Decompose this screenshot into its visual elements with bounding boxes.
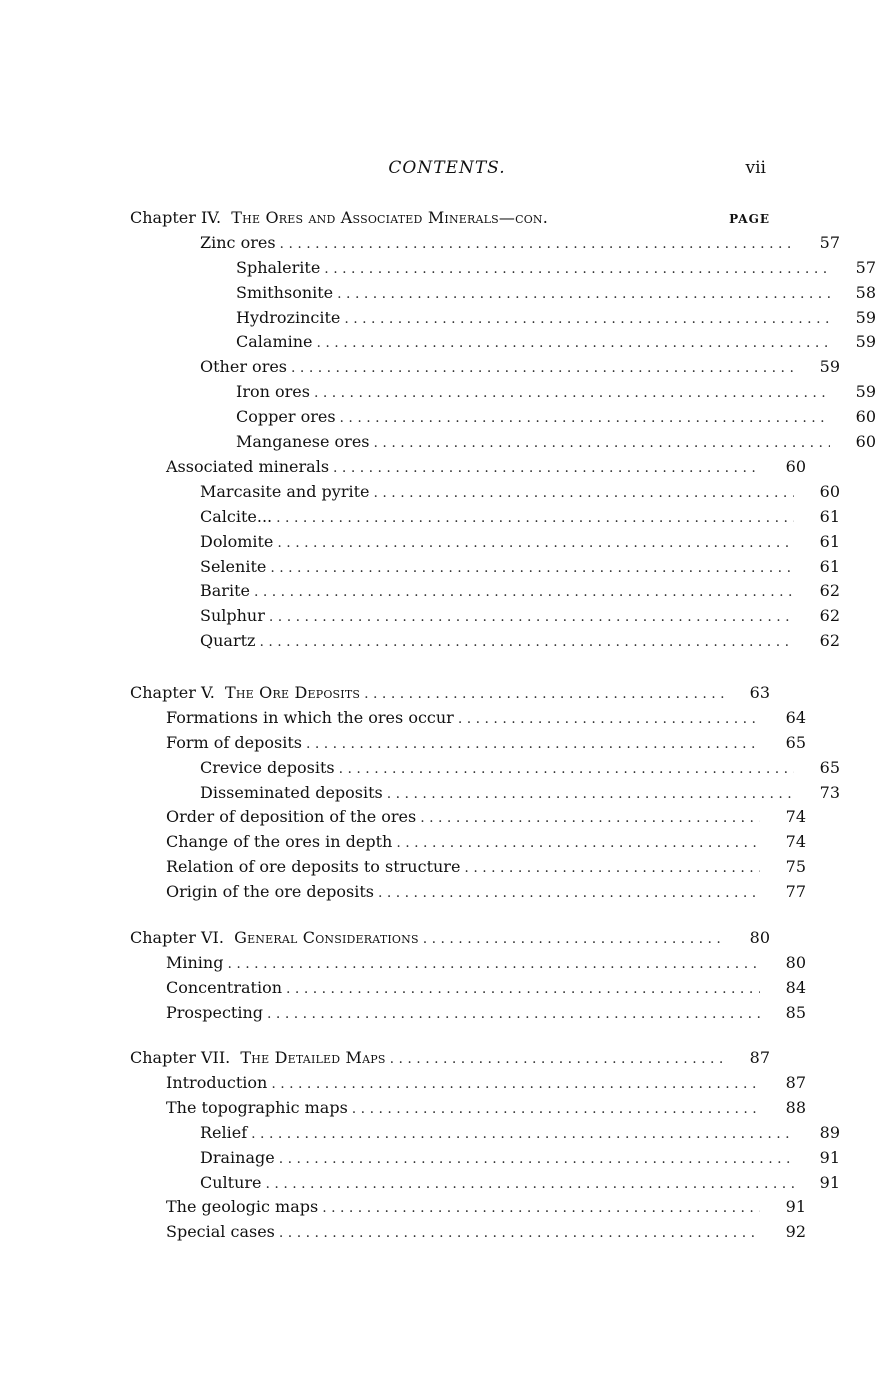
page-number: 80	[749, 928, 770, 947]
toc-entry-label: Selenite	[200, 557, 267, 576]
toc-entry-label: Formations in which the ores occur	[166, 708, 454, 727]
chapter-number: Chapter V.	[130, 683, 215, 702]
page-number: 63	[749, 683, 770, 702]
toc-entry-label: Zinc ores	[200, 233, 276, 252]
page-number: 62	[819, 606, 840, 625]
page-number: 80	[785, 953, 806, 972]
toc-entry	[130, 631, 840, 655]
dot-leader	[306, 736, 760, 752]
toc-entry	[130, 432, 876, 456]
toc-entry-label: Sphalerite	[236, 258, 321, 277]
toc-entry-label: Order of deposition of the ores	[166, 807, 417, 826]
dot-leader	[259, 634, 794, 650]
page-number: 61	[819, 557, 840, 576]
toc-entry	[130, 482, 840, 506]
toc-entry	[130, 857, 806, 881]
toc-entry	[130, 1197, 806, 1221]
toc-entry	[130, 1098, 806, 1122]
toc-entry-label: Drainage	[200, 1148, 275, 1167]
dot-leader	[420, 810, 760, 826]
toc-entry-label: Dolomite	[200, 532, 274, 551]
page-number: 92	[785, 1222, 806, 1241]
toc-entry	[130, 308, 876, 332]
toc-entry-label: Relation of ore deposits to structure	[166, 857, 461, 876]
page-number: 65	[819, 758, 840, 777]
toc-entry	[130, 1222, 806, 1246]
chapter-heading-text	[130, 683, 360, 702]
toc-entry	[130, 581, 840, 605]
toc-entry	[130, 978, 806, 1002]
toc-entry-label: Disseminated deposits	[200, 783, 383, 802]
toc-entry	[130, 832, 806, 856]
toc-entry	[130, 1173, 840, 1197]
toc-entry-label: Hydrozincite	[236, 308, 341, 327]
toc-entry-label: Culture	[200, 1173, 262, 1192]
toc-entry	[130, 507, 840, 531]
dot-leader	[378, 885, 760, 901]
page-number: 73	[819, 783, 840, 802]
page-number: 61	[819, 507, 840, 526]
toc-entry	[130, 382, 876, 406]
toc-entry-label: Relief	[200, 1123, 248, 1142]
dot-leader	[270, 560, 794, 576]
page-number: 58	[855, 283, 876, 302]
dot-leader	[324, 261, 830, 277]
toc-entry-label: Concentration	[166, 978, 283, 997]
page-folio: vii	[745, 158, 766, 178]
chapter-heading	[130, 928, 770, 952]
page-number: 84	[785, 978, 806, 997]
dot-leader	[352, 1101, 760, 1117]
page-number: 59	[819, 357, 840, 376]
page-column-label: PAGE	[729, 212, 770, 226]
toc-entry	[130, 953, 806, 977]
dot-leader	[374, 485, 795, 501]
toc-entry-label: Marcasite and pyrite	[200, 482, 370, 501]
page-number: 61	[819, 532, 840, 551]
chapter-title: The Ores and Associated Minerals—con.	[231, 208, 549, 227]
page-number: 60	[855, 432, 876, 451]
dot-leader	[364, 686, 724, 702]
toc-entry-label: Calamine	[236, 332, 313, 351]
dot-leader	[340, 410, 830, 426]
dot-leader	[396, 835, 760, 851]
toc-entry-label: Sulphur	[200, 606, 265, 625]
toc-entry	[130, 283, 876, 307]
toc-entry-label: Iron ores	[236, 382, 310, 401]
chapter-heading-text	[130, 1048, 386, 1067]
toc-entry	[130, 606, 840, 630]
toc-entry	[130, 783, 840, 807]
page-number: 60	[819, 482, 840, 501]
dot-leader	[251, 1126, 794, 1142]
toc-entry-label: Origin of the ore deposits	[166, 882, 374, 901]
dot-leader	[333, 460, 760, 476]
toc-entry-label: The topographic maps	[166, 1098, 348, 1117]
page-number: 57	[819, 233, 840, 252]
chapter-title: The Detailed Maps	[240, 1048, 386, 1067]
page-title: CONTENTS.	[388, 158, 506, 178]
toc-entry-label: Change of the ores in depth	[166, 832, 393, 851]
dot-leader	[280, 236, 794, 252]
chapter-number: Chapter VI.	[130, 928, 224, 947]
toc-entry-label: Introduction	[166, 1073, 268, 1092]
toc-entry	[130, 407, 876, 431]
page-number: 57	[855, 258, 876, 277]
page-number: 74	[785, 807, 806, 826]
toc-entry	[130, 758, 840, 782]
toc-entry-label: Associated minerals	[166, 457, 330, 476]
dot-leader	[277, 535, 794, 551]
dot-leader	[254, 584, 794, 600]
dot-leader	[269, 609, 794, 625]
toc-entry	[130, 807, 806, 831]
toc-entry-label: Copper ores	[236, 407, 336, 426]
dot-leader	[266, 1176, 794, 1192]
toc-entry-label: Smithsonite	[236, 283, 334, 302]
page-number: 65	[785, 733, 806, 752]
toc-entry	[130, 1148, 840, 1172]
toc-entry-label: Form of deposits	[166, 733, 302, 752]
page-number: 64	[785, 708, 806, 727]
toc-entry	[130, 557, 840, 581]
dot-leader	[464, 860, 760, 876]
dot-leader	[322, 1200, 760, 1216]
toc-entry	[130, 532, 840, 556]
toc-entry	[130, 332, 876, 356]
chapter-title: The Ore Deposits	[224, 683, 361, 702]
dot-leader	[276, 510, 794, 526]
toc-entry-label: Mining	[166, 953, 224, 972]
dot-leader	[317, 335, 831, 351]
chapter-heading	[130, 683, 770, 707]
toc-entry-label: Quartz	[200, 631, 256, 650]
dot-leader	[271, 1076, 760, 1092]
page-number: 88	[785, 1098, 806, 1117]
page-number: 62	[819, 581, 840, 600]
page-number: 60	[785, 457, 806, 476]
page-number: 91	[785, 1197, 806, 1216]
toc-entry-label: Special cases	[166, 1222, 275, 1241]
page-number: 59	[855, 332, 876, 351]
page-number: 59	[855, 308, 876, 327]
page-number: 75	[785, 857, 806, 876]
toc-entry	[130, 258, 876, 282]
dot-leader	[279, 1151, 794, 1167]
page-number: 85	[785, 1003, 806, 1022]
page-number: 77	[785, 882, 806, 901]
toc-entry	[130, 233, 840, 257]
dot-leader	[390, 1051, 724, 1067]
toc-entry-label: Prospecting	[166, 1003, 264, 1022]
dot-leader	[291, 360, 794, 376]
toc-entry	[130, 1123, 840, 1147]
page-number: 59	[855, 382, 876, 401]
dot-leader	[387, 786, 794, 802]
toc-entry	[130, 882, 806, 906]
dot-leader	[314, 385, 830, 401]
page-number: 91	[819, 1148, 840, 1167]
page-number: 62	[819, 631, 840, 650]
dot-leader	[337, 286, 830, 302]
toc-entry-label: Crevice deposits	[200, 758, 335, 777]
toc-entry	[130, 457, 806, 481]
toc-entry	[130, 708, 806, 732]
toc-entry-label: Manganese ores	[236, 432, 370, 451]
toc-entry	[130, 733, 806, 757]
chapter-heading-text	[130, 928, 419, 947]
dot-leader	[279, 1225, 760, 1241]
toc-entry-label: Other ores	[200, 357, 288, 376]
toc-entry-label: The geologic maps	[166, 1197, 319, 1216]
chapter-title: General Considerations	[234, 928, 419, 947]
page-number: 87	[785, 1073, 806, 1092]
toc-entry-label: Calcite...	[200, 507, 273, 526]
dot-leader	[458, 711, 760, 727]
dot-leader	[423, 931, 724, 947]
page-number: 60	[855, 407, 876, 426]
dot-leader	[339, 761, 794, 777]
dot-leader	[286, 981, 760, 997]
toc-entry	[130, 357, 840, 381]
dot-leader	[374, 435, 830, 451]
running-head	[0, 158, 894, 182]
chapter-number: Chapter VII.	[130, 1048, 231, 1067]
page-number: 89	[819, 1123, 840, 1142]
dot-leader	[267, 1006, 760, 1022]
chapter-heading	[130, 208, 770, 232]
dot-leader	[344, 311, 830, 327]
dot-leader	[227, 956, 760, 972]
toc-entry	[130, 1003, 806, 1027]
toc-entry	[130, 1073, 806, 1097]
toc-entry-label: Barite	[200, 581, 250, 600]
chapter-heading-text	[130, 208, 548, 227]
chapter-number: Chapter IV.	[130, 208, 222, 227]
chapter-heading	[130, 1048, 770, 1072]
page-number: 87	[749, 1048, 770, 1067]
page-number: 74	[785, 832, 806, 851]
page-number: 91	[819, 1173, 840, 1192]
